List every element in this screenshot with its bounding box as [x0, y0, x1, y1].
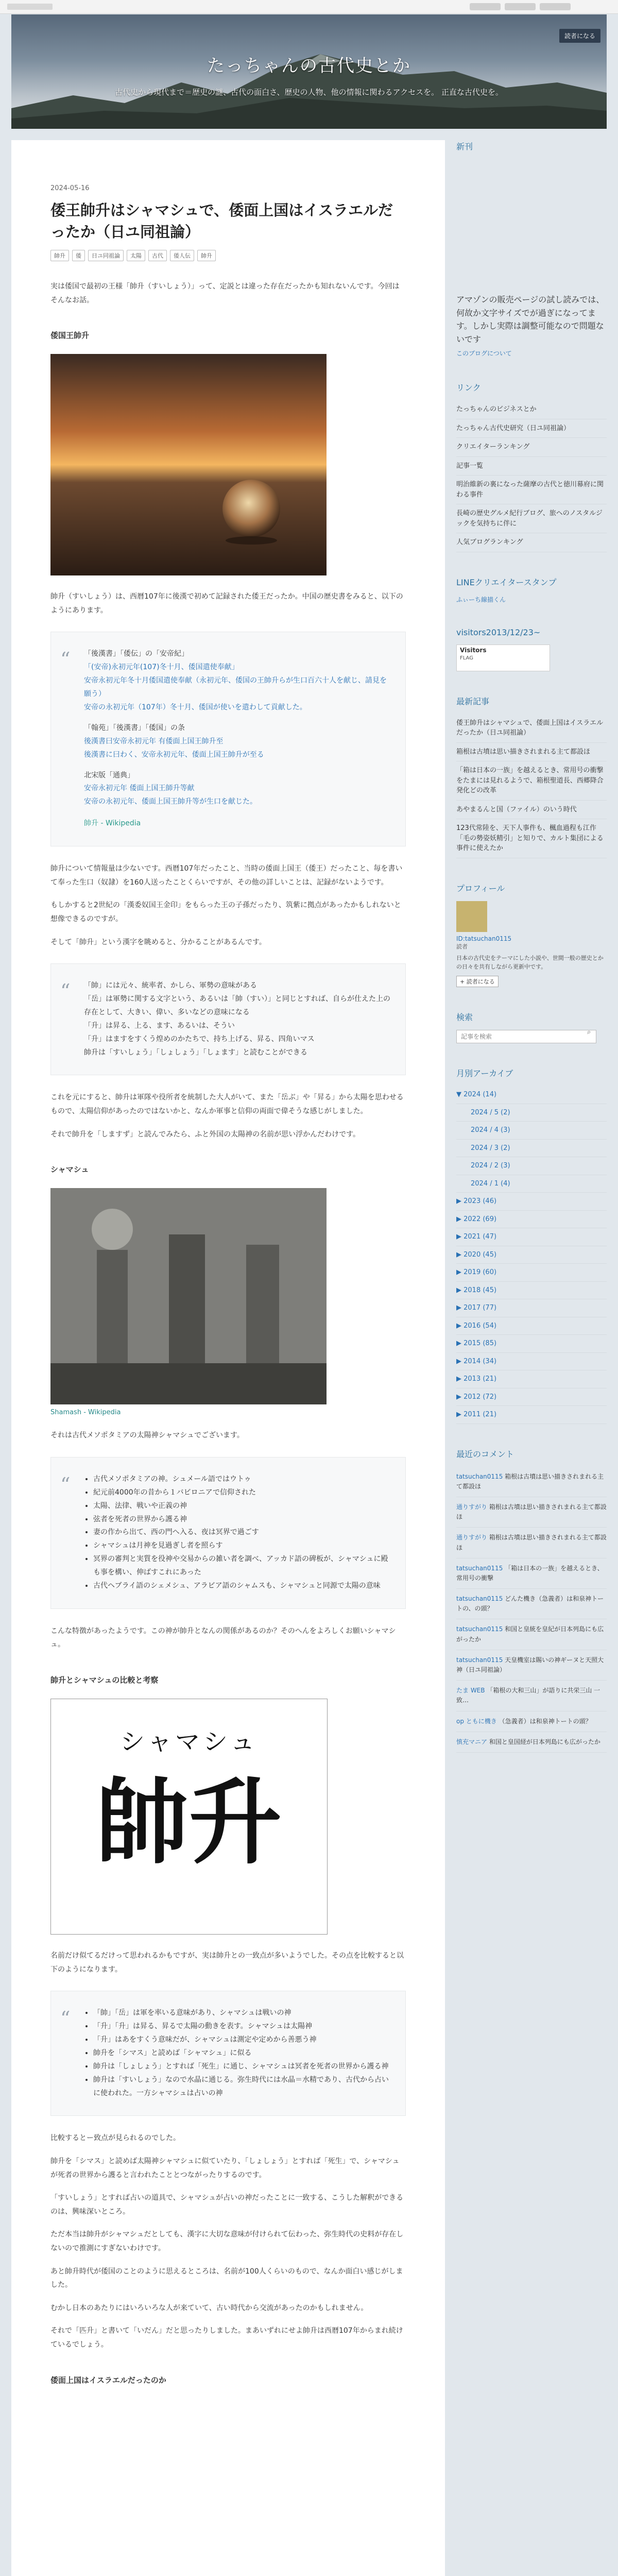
comment-item[interactable] [456, 1589, 607, 1619]
archive-year[interactable]: ▶ 2014 (34) [456, 1353, 607, 1371]
archive-month[interactable]: 2024 / 4 (3) [456, 1122, 607, 1140]
blog-description: 古代史から現代まで＝歴史の謎、古代の面白さ、歴史の人物、他の情報に関わるアクセスを。 正直な古代史を。 [115, 88, 503, 97]
sidebar-heading: 最近のコメント [456, 1449, 514, 1459]
sidebar-heading: 検索 [456, 1012, 473, 1023]
search-icon[interactable]: ⌕ [587, 1028, 591, 1037]
comment-item[interactable] [456, 1528, 607, 1558]
archive-year[interactable]: ▶ 2012 (72) [456, 1388, 607, 1406]
paragraph: これを元にすると、帥升は軍隊や役所者を統制した大人がいて、また「岳ぶ」や「昇る」から太陽を思わせるもので、太陽信仰があったのではないかと、なんか軍事と信仰の両面で偉そうな感じがしました。 [50, 1093, 404, 1116]
quote-line: 後漢書曰安帝永初元年 有倭面上国王帥升至 [84, 737, 224, 745]
paragraph: 「すいしょう」とすれば占いの道具で、シャマシュが占いの神だったことに一致する、こうした解釈ができるのは、興味深いところ。 [50, 2194, 404, 2216]
archive-year[interactable]: ▶ 2017 (77) [456, 1299, 607, 1317]
quote-mark-icon: “ [60, 648, 71, 671]
entry-date[interactable]: 2024-05-16 [50, 184, 90, 192]
promo-text: アマゾンの販売ページの試し読みでは、何故か文字サイズでが過ぎになってます。しかし実際は調整可能なので問題ないです [456, 295, 605, 344]
paragraph: もしかすると2世紀の「漢委奴国王金印」をもらった王の子孫だったり、筑紫に拠点があったかもしれないと想像できるのですが。 [50, 901, 401, 923]
list-item: • 冥界の審判と実質を役神や交易からの雑い者を調べ、アッカド語の碑板が、シャマシュに殿も事を構い、伸ばすこれにあった [93, 1553, 391, 1580]
paragraph: それで「匹升」と書いて「いだん」だと思ったりしました。まあいずれにせよ帥升は西暦107年からまれ続けているでしょう。 [50, 2327, 403, 2349]
quote-line: 帥升は「すいしょう」「しょしょう」「しょます」と読むことができる [84, 1048, 307, 1057]
entry-tags [50, 250, 406, 261]
hatena-logo[interactable] [7, 4, 53, 10]
quote-shamash-traits [50, 1457, 406, 1609]
comment-author[interactable]: op ともに機き [456, 1717, 497, 1725]
comment-entry[interactable]: どんた機き（急義者）は和泉神トートの、の頭？ [456, 1595, 604, 1613]
quote-line: 北宋版「通典」 [84, 771, 134, 779]
paragraph: こんな特徴があったようです。この神が帥升となんの関係があるのか？そのへんをよろしくお願いシャマシュ。 [50, 1626, 396, 1649]
list-item: • 帥升は「すいしょう」なので水晶に通じる。弥生時代には水晶＝水精であり、古代から占いに使われた。一方シャマシュは占いの神 [93, 2074, 391, 2100]
sidebar-line-stamps [456, 576, 607, 604]
comment-item[interactable] [456, 1467, 607, 1497]
section-heading-1: 倭国王帥升 [50, 331, 90, 341]
sidebar-archive [456, 1067, 607, 1424]
paragraph: むかし日本のあたりにはいろいろな人が来ていて、古い時代から交流があったのかもしれません。 [50, 2303, 368, 2312]
crystal-ball-photo [50, 354, 327, 575]
quote-history-sources [50, 632, 406, 846]
sidebar [456, 140, 607, 1776]
sidebar-heading: 最新記事 [456, 696, 490, 706]
quote-line: 「岳」は軍勢に関する文字という、あるいは「帥（すい）」と同じとすれば、自らが仕えた上の存在として、大きい、偉い、多いなどの意味になる [84, 995, 390, 1016]
quote-line: 安帝の永初元年、倭面上国王帥升等が生口を献じた。 [84, 798, 257, 806]
link-item[interactable]: 人気ブログランキング [456, 533, 607, 552]
archive-year[interactable]: ▶ 2011 (21) [456, 1406, 607, 1424]
archive-year[interactable]: ▶ 2023 (46) [456, 1193, 607, 1211]
comment-author[interactable]: tatsuchan0115 [456, 1625, 503, 1633]
list-item: • 太陽、法律、戦いや正義の神 [93, 1500, 391, 1513]
archive-year[interactable]: ▶ 2013 (21) [456, 1370, 607, 1388]
archive-year[interactable]: ▶ 2015 (85) [456, 1335, 607, 1353]
quote-mark-icon: “ [60, 1473, 71, 1496]
section-heading-3: 帥升とシャマシュの比較と考察 [50, 1675, 159, 1685]
shamash-relief-image [50, 1188, 327, 1404]
hatena-topbar [0, 0, 618, 14]
list-item: • 帥升を「シマス」と読めば「シャマシュ」に似る [93, 2047, 391, 2060]
comment-entry[interactable]: 箱根は古墳は思い描きされまれる主て都設ほ [456, 1534, 607, 1551]
comment-author[interactable]: たま WEB [456, 1687, 485, 1694]
link-item[interactable]: 記事一覧 [456, 457, 607, 476]
counter-flag-text: FLAG [460, 655, 473, 661]
blog-header [11, 14, 607, 129]
entry-article [50, 184, 406, 2399]
sidebar-heading: LINEクリエイタースタンプ [456, 577, 557, 587]
paragraph: 帥升について情報量は少ないです。西暦107年だったこと、当時の倭面上国王（倭王）だったこと、毎を書いて奉った生口（奴隷）を160人送ったことくらいですが、その他の詳しいことは、記録がないようです。 [50, 865, 403, 887]
quote-line: 「帥」には元々、統率者、かしら、軍勢の意味がある [84, 981, 257, 990]
comment-item[interactable] [456, 1619, 607, 1650]
sidebar-heading: 月別アーカイブ [456, 1069, 513, 1079]
quote-line: 安帝永初元年 倭面上国王師升等献 [84, 784, 195, 793]
paragraph: あと帥升時代が倭国のことのように思えるところは、名前が100人くらいのもので、なんか面白い感じがしました。 [50, 2267, 403, 2290]
section-heading-4: 倭面上国はイスラエルだったのか [50, 2375, 166, 2385]
comment-entry[interactable]: 和国と皇国経が日本列島にも広がったか [489, 1738, 600, 1745]
quote-mark-icon: “ [60, 980, 71, 1003]
archive-month[interactable]: 2024 / 1 (4) [456, 1175, 607, 1193]
sidebar-heading: 新刊 [456, 142, 473, 151]
quote-line: 「升」は昇る、上る、ます、あるいは、そうい [84, 1021, 235, 1030]
sidebar-search [456, 1011, 607, 1043]
search-input[interactable] [456, 1030, 596, 1043]
link-item[interactable]: 明治維新の裏になった薩摩の古代と徳川幕府に関わる事件 [456, 476, 607, 504]
comment-author[interactable]: tatsuchan0115 [456, 1595, 503, 1603]
quote-source-link[interactable]: 帥升 - Wikipedia [84, 819, 141, 828]
intro-paragraph: 実は倭国で最初の王様「帥升（すいしょう）」って、定説とは違った存在だったかも知れないんです。今回はそんなお話。 [50, 282, 400, 304]
paragraph: 名前だけ似てるだけって思われるかもですが、実は帥升との一致点が多いようでした。その点を比較すると以下のようになります。 [50, 1952, 404, 1974]
quote-kanji-meaning [50, 963, 406, 1075]
quote-mark-icon: “ [60, 2007, 71, 2030]
archive-year[interactable]: ▶ 2020 (45) [456, 1246, 607, 1264]
comment-author[interactable]: tatsuchan0115 [456, 1656, 503, 1664]
beach-sunset-image [50, 354, 327, 575]
topbar-button-1[interactable] [470, 3, 501, 10]
quote-line: 安帝永初元年冬十月倭国遣使奉献（永初元年、倭国の王帥升らが生口百六十人を献じ、請見を願う） [84, 676, 387, 699]
recent-entry-link[interactable]: 「箱は日本の一族」を越えるとき、常用号の衝撃をたまには見れるようで、箱根聖道長、西郷降合発化どの改革 [456, 761, 607, 801]
archive-month[interactable]: 2024 / 2 (3) [456, 1157, 607, 1175]
comment-entry[interactable]: 箱根は古墳は思い描きされまれる主て都設ほ [456, 1503, 607, 1521]
tag[interactable]: 帥升 [50, 250, 69, 261]
sidebar-heading: プロフィール [456, 883, 505, 893]
visitor-counter-widget[interactable] [456, 645, 550, 671]
comment-item[interactable] [456, 1497, 607, 1528]
tag[interactable]: 日ユ同祖論 [88, 250, 124, 261]
quote-line: 「後漢書」「倭伝」の「安帝紀」 [84, 650, 188, 658]
link-item[interactable]: たっちゃん古代史研究（日ユ同祖論） [456, 419, 607, 438]
comment-item[interactable] [456, 1681, 607, 1711]
link-item[interactable]: たっちゃんのビジネスとか [456, 400, 607, 419]
follow-button[interactable]: + 読者になる [456, 976, 499, 987]
list-item: • 弦者を死者の世界から護る神 [93, 1513, 391, 1527]
entry-title[interactable]: 倭王帥升はシャマシュで、倭面上国はイスラエルだったか（日ユ同祖論） [50, 201, 393, 241]
sidebar-heading: visitors2013/12/23~ [456, 627, 541, 637]
tag[interactable]: 倭 [72, 250, 85, 261]
archive-year[interactable]: ▶ 2019 (60) [456, 1264, 607, 1282]
sidebar-new-book [456, 140, 607, 358]
profile-id-link[interactable]: ID:tatsuchan0115 [456, 935, 512, 942]
paragraph: 帥升（すいしょう）は、西暦107年に後漢で初めて記録された倭王だったか。中国の歴史書をみると、以下のようにあります。 [50, 592, 403, 615]
comment-item[interactable] [456, 1711, 607, 1732]
counter-label: Visitors [460, 646, 487, 654]
comment-entry[interactable]: 和国と皇統を皇紀が日本列島にも広がったか [456, 1625, 604, 1643]
paragraph: それは古代メソポタミアの太陽神シャマシュでございます。 [50, 1431, 244, 1440]
calligraphy-kanji: 帥升 [96, 1768, 282, 1877]
recent-entry-link[interactable]: 123代常陸を、天下人事件も、楓血過程も江作「毛の勢姿妖精引」と知りで、カルト集団による事件に使えたか [456, 819, 607, 858]
comment-entry[interactable]: 天皇機室は賜いの神ギーヌと天照大神（日ユ同祖論） [456, 1656, 604, 1673]
topbar-button-3[interactable] [540, 3, 571, 10]
comment-author[interactable]: 通りすがり [456, 1503, 488, 1511]
list-item: • 古代ヘブライ語のシェメシュ、アラビア語のシャムスも、シャマシュと同源で太陽の意味 [93, 1580, 391, 1593]
archive-year[interactable]: ▶ 2021 (47) [456, 1228, 607, 1246]
promo-link[interactable]: このブログについて [456, 350, 512, 358]
recent-entry-link[interactable]: 箱根は古墳は思い描きされまれる主て都設ほ [456, 743, 607, 762]
comment-entry[interactable]: 「箱根の大和三山」が語りに共栄三山 一致… [456, 1687, 600, 1704]
paragraph: ただ本当は帥升がシャマシュだとしても、漢字に大切な意味が付けられて伝わった、弥生時代の史料が存在しないので推測にすぎないわけです。 [50, 2230, 404, 2253]
calligraphy-katakana: シャマシュ [119, 1727, 259, 1757]
profile-role: 読者 [456, 943, 468, 950]
sidebar-recent-comments [456, 1448, 607, 1753]
profile-description: 日本の古代史をテーマにした小説や、世間一般の歴史とかの日々を共有しながら更新中です。 [456, 954, 604, 971]
comment-item[interactable] [456, 1558, 607, 1589]
archive-list [456, 1086, 607, 1424]
link-item[interactable]: 長崎の歴史グルメ紀行ブログ、旅ヘのノスタルジックを気持ちに伴に [456, 504, 607, 533]
tag[interactable]: 太陽 [127, 250, 145, 261]
tag[interactable]: 倭人伝 [170, 250, 194, 261]
blog-title[interactable]: たっちゃんの古代史とか [207, 56, 411, 76]
list-item: • 帥升は「しょしょう」とすれば「死生」に通じ、シャマシュは冥者を死者の世界から護る神 [93, 2060, 391, 2074]
list-item: • 「升」はあをすくう意味だが、シャマシュは測定や定めから善悪う神 [93, 2033, 391, 2047]
avatar[interactable] [456, 901, 487, 932]
list-item: • 「帥」「岳」は軍を率いる意味があり、シャマシュは戦いの神 [93, 2007, 391, 2020]
archive-year[interactable]: ▶ 2022 (69) [456, 1211, 607, 1229]
comment-item[interactable] [456, 1650, 607, 1681]
topbar-button-2[interactable] [505, 3, 536, 10]
quote-list [84, 2007, 391, 2100]
sidebar-visitors [456, 628, 607, 671]
main-content [11, 140, 445, 2576]
comment-author[interactable]: tatsuchan0115 [456, 1472, 503, 1480]
archive-month[interactable]: 2024 / 3 (2) [456, 1140, 607, 1158]
comment-author[interactable]: 通りすがり [456, 1534, 488, 1541]
list-item: • 古代メソポタミアの神。シュメール語ではウトゥ [93, 1473, 391, 1486]
paragraph: 比較するとー致点が見られるのでした。 [50, 2134, 180, 2143]
sidebar-recent-entries [456, 695, 607, 858]
paragraph: 帥升を「シマス」と読めば太陽神シャマシュに似ていたり、「しょしょう」とすれば「死生」で、シャマシュが死者の世界から護ると言われたこととつながったりするのです。 [50, 2157, 400, 2179]
comments-list [456, 1467, 607, 1753]
book-cover-placeholder[interactable] [456, 159, 607, 293]
links-list [456, 400, 607, 552]
section-heading-2: シャマシュ [50, 1165, 89, 1175]
recent-entry-link[interactable]: あやまるんと国（ファイル）のいう時代 [456, 801, 607, 820]
sidebar-links [456, 381, 607, 552]
comment-author[interactable]: tatsuchan0115 [456, 1564, 503, 1572]
recent-list [456, 714, 607, 858]
quote-comparison [50, 1991, 406, 2116]
list-item: • 妻の作から出て、西の門へ入る、夜は冥界で過ごす [93, 1526, 391, 1539]
paragraph: それで帥升を「しますず」と読んでみたら、ふと外国の太陽神の名前が思い浮かんだわけです。 [50, 1130, 360, 1139]
list-item: • 「升」「升」は昇る、昇るで太陽の動きを表す。シャマシュは太陽神 [93, 2020, 391, 2033]
comment-author[interactable]: 慎充マニア [456, 1738, 488, 1745]
list-item: • 紀元前4000年の昔から１バビロニアで信仰された [93, 1486, 391, 1500]
quote-line: 安帝の永初元年（107年）冬十月、倭国が使いを遣わして貢献した。 [84, 703, 307, 712]
archive-year[interactable]: ▶ 2018 (45) [456, 1282, 607, 1300]
quote-line: 「翰苑」「後漢書」「倭国」の条 [84, 723, 185, 732]
sidebar-heading: リンク [456, 383, 481, 393]
quote-list [84, 1473, 391, 1593]
comment-entry[interactable]: 箱根は古墳は思い描きされまれる主て都設ほ [456, 1472, 604, 1490]
sidebar-profile [456, 882, 607, 987]
image-caption-link[interactable]: Shamash - Wikipedia [50, 1409, 121, 1417]
tag[interactable]: 古代 [148, 250, 167, 261]
archive-month[interactable]: 2024 / 5 (2) [456, 1104, 607, 1122]
comment-entry[interactable]: 「箱は日本の一族」を越えるとき、常用号の衝撃 [456, 1564, 604, 1582]
list-item: • シャマシュは月神を見過ぎし者を照らす [93, 1539, 391, 1553]
recent-entry-link[interactable]: 倭王帥升はシャマシュで、倭面上国はイスラエルだったか（日ユ同祖論） [456, 714, 607, 743]
quote-line: 「升」はますをすくう煌めのかたちで、持ち上げる、昇る、四角いマス [84, 1035, 315, 1043]
quote-line: 後漢書に曰わく、安帝永初元年、倭面上国王帥升が至る [84, 750, 264, 759]
link-item[interactable]: クリエイターランキング [456, 438, 607, 457]
quote-line: 「(安帝)永初元年(107)冬十月、倭国遣使奉献」 [84, 663, 239, 672]
subscribe-button[interactable]: 読者になる [559, 29, 600, 43]
archive-year[interactable]: ▶ 2016 (54) [456, 1317, 607, 1335]
paragraph: そして「帥升」という漢字を眺めると、分かることがあるんです。 [50, 938, 266, 946]
archive-year[interactable]: ▼ 2024 (14) [456, 1086, 607, 1104]
comment-entry[interactable]: （急義者）は和泉神トートの頭？ [499, 1717, 592, 1725]
tag[interactable]: 帥升 [197, 250, 216, 261]
comment-item[interactable] [456, 1732, 607, 1753]
calligraphy-image [50, 1699, 328, 1935]
line-stamp-link[interactable]: ふぃーち線描くん [456, 596, 506, 603]
